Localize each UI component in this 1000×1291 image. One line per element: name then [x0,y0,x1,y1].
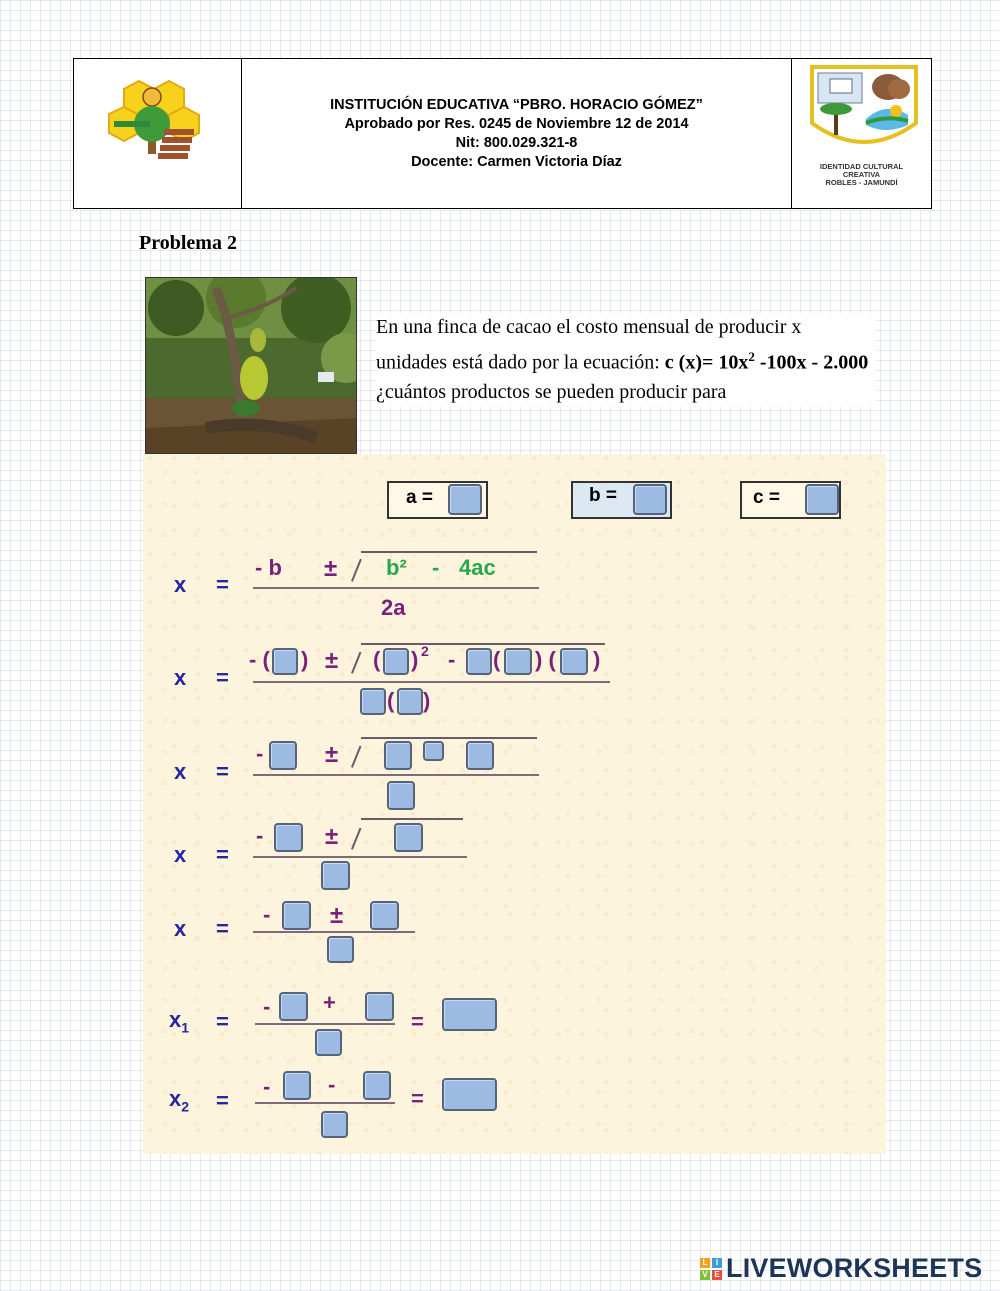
coat-of-arms-icon [804,63,924,163]
equals-x2: = [216,1088,229,1113]
row3-four-ac-box[interactable] [466,741,494,770]
b-squared: b² [386,555,407,580]
school-logo-cell [74,59,242,208]
logo-caption-2: CREATIVA [842,170,881,179]
x2-symbol: $x_2$ [169,1086,190,1115]
logo-caption-1: IDENTIDAD CULTURAL [819,162,904,171]
problem-title: Problema 2 [139,232,237,254]
school-name: INSTITUCIÓN EDUCATIVA “PBRO. HORACIO GÓMEZ” [330,96,703,113]
minus-x2: - [263,1074,271,1099]
x1-root-box[interactable] [365,992,394,1021]
cacao-farm-photo [145,277,357,454]
plus-x1: + [323,990,336,1015]
x-symbol-row5: x [174,916,187,941]
fraction-bar-x2 [255,1102,395,1104]
x2-minus-b-box[interactable] [283,1071,311,1100]
statement-question: ¿cuántos productos se pueden producir para [376,380,727,403]
school-info [242,59,792,208]
x1-denominator-box[interactable] [315,1029,342,1056]
equation-exponent: 2 [748,349,755,364]
row2-four-box[interactable] [466,648,492,675]
document-header [73,58,932,209]
four-ac: 4ac [459,555,496,580]
minus-row5: - [263,902,271,927]
plus-minus-row4: ± [325,823,339,850]
plus-minus-row1: ± [324,555,338,582]
row5-denominator-box[interactable] [327,936,354,963]
plus-minus-row5: ± [330,902,344,929]
a-label: a = [406,487,433,508]
statement-intro: En una finca de cacao el costo mensual de producir x unidades está dado por la ecuación: [376,316,802,374]
c-input-box[interactable] [805,484,839,515]
equals-x1: = [216,1009,229,1034]
equation-part1: c (x)= 10x [664,351,749,374]
equals-row2: = [216,665,229,690]
teacher-name: Docente: Carmen Victoria Díaz [411,153,622,170]
close-paren-row2b: ) [411,647,419,672]
minus-x1: - [263,994,271,1019]
nit-number: Nit: 800.029.321-8 [455,134,578,151]
plus-minus-row3: ± [325,741,339,768]
row5-root-box[interactable] [370,901,399,930]
row3-b-squared-box[interactable] [384,741,412,770]
x2-root-box[interactable] [363,1071,391,1100]
row3-denominator-box[interactable] [387,781,415,810]
open-paren-row2c: ( [493,647,501,672]
row4-denominator-box[interactable] [321,861,350,890]
minus-root-x2: - [328,1072,336,1097]
fraction-bar-row1 [253,587,539,589]
x-symbol-row1: x [174,572,187,597]
c-label: c = [753,487,780,508]
close-open-paren-row2: ) ( [535,647,556,672]
school-logo-icon [104,69,204,169]
minus-row2: - [448,647,456,672]
fraction-bar-row2 [253,681,610,683]
open-paren-row2e: ( [387,688,395,713]
plus-minus-row2: ± [325,647,339,674]
row4-discriminant-box[interactable] [394,823,423,852]
close-paren-row2d: ) [593,647,601,672]
minus-b: - b [255,555,282,580]
row5-minus-b-box[interactable] [282,901,311,930]
x-symbol-row4: x [174,842,187,867]
equals-result-x1: = [411,1009,424,1034]
fraction-bar-row3 [253,774,539,776]
logo-caption-3: ROBLES - JAMUNDÍ [825,178,898,187]
identity-logo-cell [792,59,931,208]
equals-result-x2: = [411,1086,424,1111]
equals-row4: = [216,842,229,867]
x1-minus-b-box[interactable] [279,992,308,1021]
quadratic-formula-worksheet [143,454,886,1154]
close-paren-row2e: ) [423,688,431,713]
open-paren-row2b: ( [373,647,381,672]
close-paren-row2a: ) [301,647,309,672]
row2-c-box[interactable] [560,648,588,675]
x1-result-box[interactable] [442,998,497,1031]
approval-resolution: Aprobado por Res. 0245 de Noviembre 12 de 2014 [344,115,689,132]
row2-b-squared-box[interactable] [383,648,409,675]
problem-statement [376,313,876,407]
equals-row3: = [216,759,229,784]
fraction-bar-row4 [253,856,467,858]
minus-row3: - [256,741,264,766]
minus-row4: - [256,823,264,848]
x-symbol-row2: x [174,665,187,690]
liveworksheets-brand[interactable] [700,1253,982,1284]
minus-open-paren-row2: - ( [249,647,270,672]
row3-minus-b-box[interactable] [269,741,297,770]
equals-row5: = [216,916,229,941]
b-input-box[interactable] [633,484,667,515]
fraction-bar-row5 [253,931,415,933]
cacao-tree-image [146,278,357,454]
x2-result-box[interactable] [442,1078,497,1111]
equation-part2: -100x - 2.000 [754,351,869,374]
exponent-two-row2: 2 [421,643,429,659]
b-label: b = [589,485,617,506]
x1-symbol: $x_1$ [169,1007,190,1036]
minus-row1: - [432,555,440,580]
brand-name: LIVEWORKSHEETS [726,1253,983,1283]
row2-two-box[interactable] [360,688,386,715]
a-input-box[interactable] [448,484,482,515]
equals-row1: = [216,572,229,597]
row4-minus-b-box[interactable] [274,823,303,852]
fraction-bar-x1 [255,1023,395,1025]
row2-a-box[interactable] [504,648,532,675]
row2-b-box[interactable] [272,648,298,675]
x2-denominator-box[interactable] [321,1111,348,1138]
row2-a-denominator-box[interactable] [397,688,423,715]
two-a: 2a [381,595,406,620]
x-symbol-row3: x [174,759,187,784]
liveworksheets-logo-icon: L I V E [700,1258,722,1280]
row3-sign-box[interactable] [423,741,444,761]
